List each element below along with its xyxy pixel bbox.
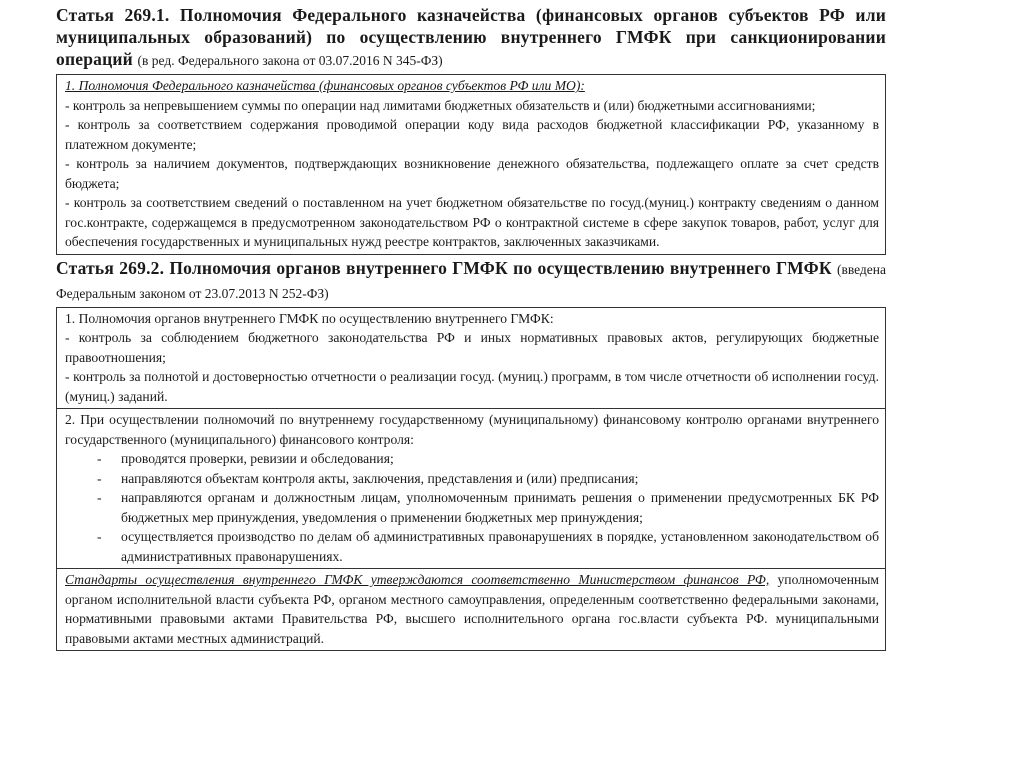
control-actions-box bbox=[56, 409, 886, 569]
article-269-1-title: Статья 269.1. Полномочия Федерального казначейства (финансовых органов субъектов РФ или муниципальных образований) по осуществлению внутреннего ГМФК при санкционировании операций bbox=[56, 5, 886, 69]
article-269-2-heading bbox=[56, 257, 886, 305]
box1-item-2: - контроль за соответствием содержания проводимой операции коду вида расходов бюджетной классификации РФ, указанному в платежном документе; bbox=[65, 117, 879, 152]
list-item: - направляются объектам контроля акты, заключения, представления и (или) предписания; bbox=[65, 469, 879, 489]
article-269-2-note: (введена Федеральным законом от 23.07.2013 N 252-ФЗ) bbox=[56, 261, 887, 301]
box1-item-3: - контроль за наличием документов, подтверждающих возникновение денежного обязательства, подлежащего оплате за счет средств бюджета; bbox=[65, 156, 879, 191]
box1-header: 1. Полномочия Федерального казначейства (финансовых органов субъектов РФ или МО): bbox=[65, 78, 585, 93]
box1-item-4: - контроль за соответствием сведений о поставленном на учет бюджетном обязательстве по госуд.(муниц.) контракту сведениям о данном гос.контракте, содержащемся в предусмотренном законодательством РФ о контрактной системе в сфере закупок товаров, работ, услуг для обеспечения государственных и муниципальных нужд реестре контрактов, заключенных заказчиками. bbox=[65, 195, 879, 249]
box2-item-2: - контроль за полнотой и достоверностью отчетности о реализации госуд. (муниц.) программ, в том числе отчетности об исполнении госуд. (муниц.) заданий. bbox=[65, 369, 879, 404]
box1-item-1: - контроль за непревышением суммы по операции над лимитами бюджетных обязательств и (или) бюджетными ассигнованиями; bbox=[65, 97, 816, 113]
list-item: - осуществляется производство по делам об административных правонарушениях в порядке, установленном законодательством об административных правонарушениях. bbox=[65, 527, 879, 566]
list-item: - направляются органам и должностным лицам, уполномоченным принимать решения о применении предусмотренных БК РФ бюджетных мер принуждения, уведомления о применении бюджетных мер принуждения; bbox=[65, 488, 879, 527]
list-item: - проводятся проверки, ревизии и обследования; bbox=[65, 449, 879, 469]
document-page bbox=[56, 0, 886, 651]
article-269-2-title: Статья 269.2. Полномочия органов внутреннего ГМФК по осуществлению внутреннего ГМФК bbox=[56, 257, 832, 278]
article-269-1-heading bbox=[56, 4, 886, 72]
box3-header: 2. При осуществлении полномочий по внутреннему государственному (муниципальному) финансовому контролю органами внутреннего государственного (муниципального) финансового контроля: bbox=[65, 412, 879, 447]
standards-italic-part: Стандарты осуществления внутреннего ГМФК утверждаются соответственно Министерством финансов РФ, bbox=[65, 572, 770, 587]
control-actions-list bbox=[65, 449, 879, 566]
standards-rest: уполномоченным органом исполнительной власти субъекта РФ, органом местного самоуправления, определенным соответственно федеральными законами, нормативными правовыми актами Правительства РФ, высшего исполнительного органа гос.власти субъекта РФ. муниципальными правовыми актами местных администраций. bbox=[65, 572, 880, 646]
box2-item-1: - контроль за соблюдением бюджетного законодательства РФ и иных нормативных правовых актов, регулирующих бюджетные правоотношения; bbox=[65, 330, 879, 365]
powers-internal-control-box bbox=[56, 307, 886, 410]
powers-treasury-box bbox=[56, 74, 886, 255]
article-269-1-note: (в ред. Федерального закона от 03.07.2016 N 345-ФЗ) bbox=[137, 53, 443, 68]
standards-box bbox=[56, 569, 886, 651]
box2-header: 1. Полномочия органов внутреннего ГМФК по осуществлению внутреннего ГМФК: bbox=[65, 310, 554, 326]
standards-paragraph bbox=[65, 570, 879, 648]
